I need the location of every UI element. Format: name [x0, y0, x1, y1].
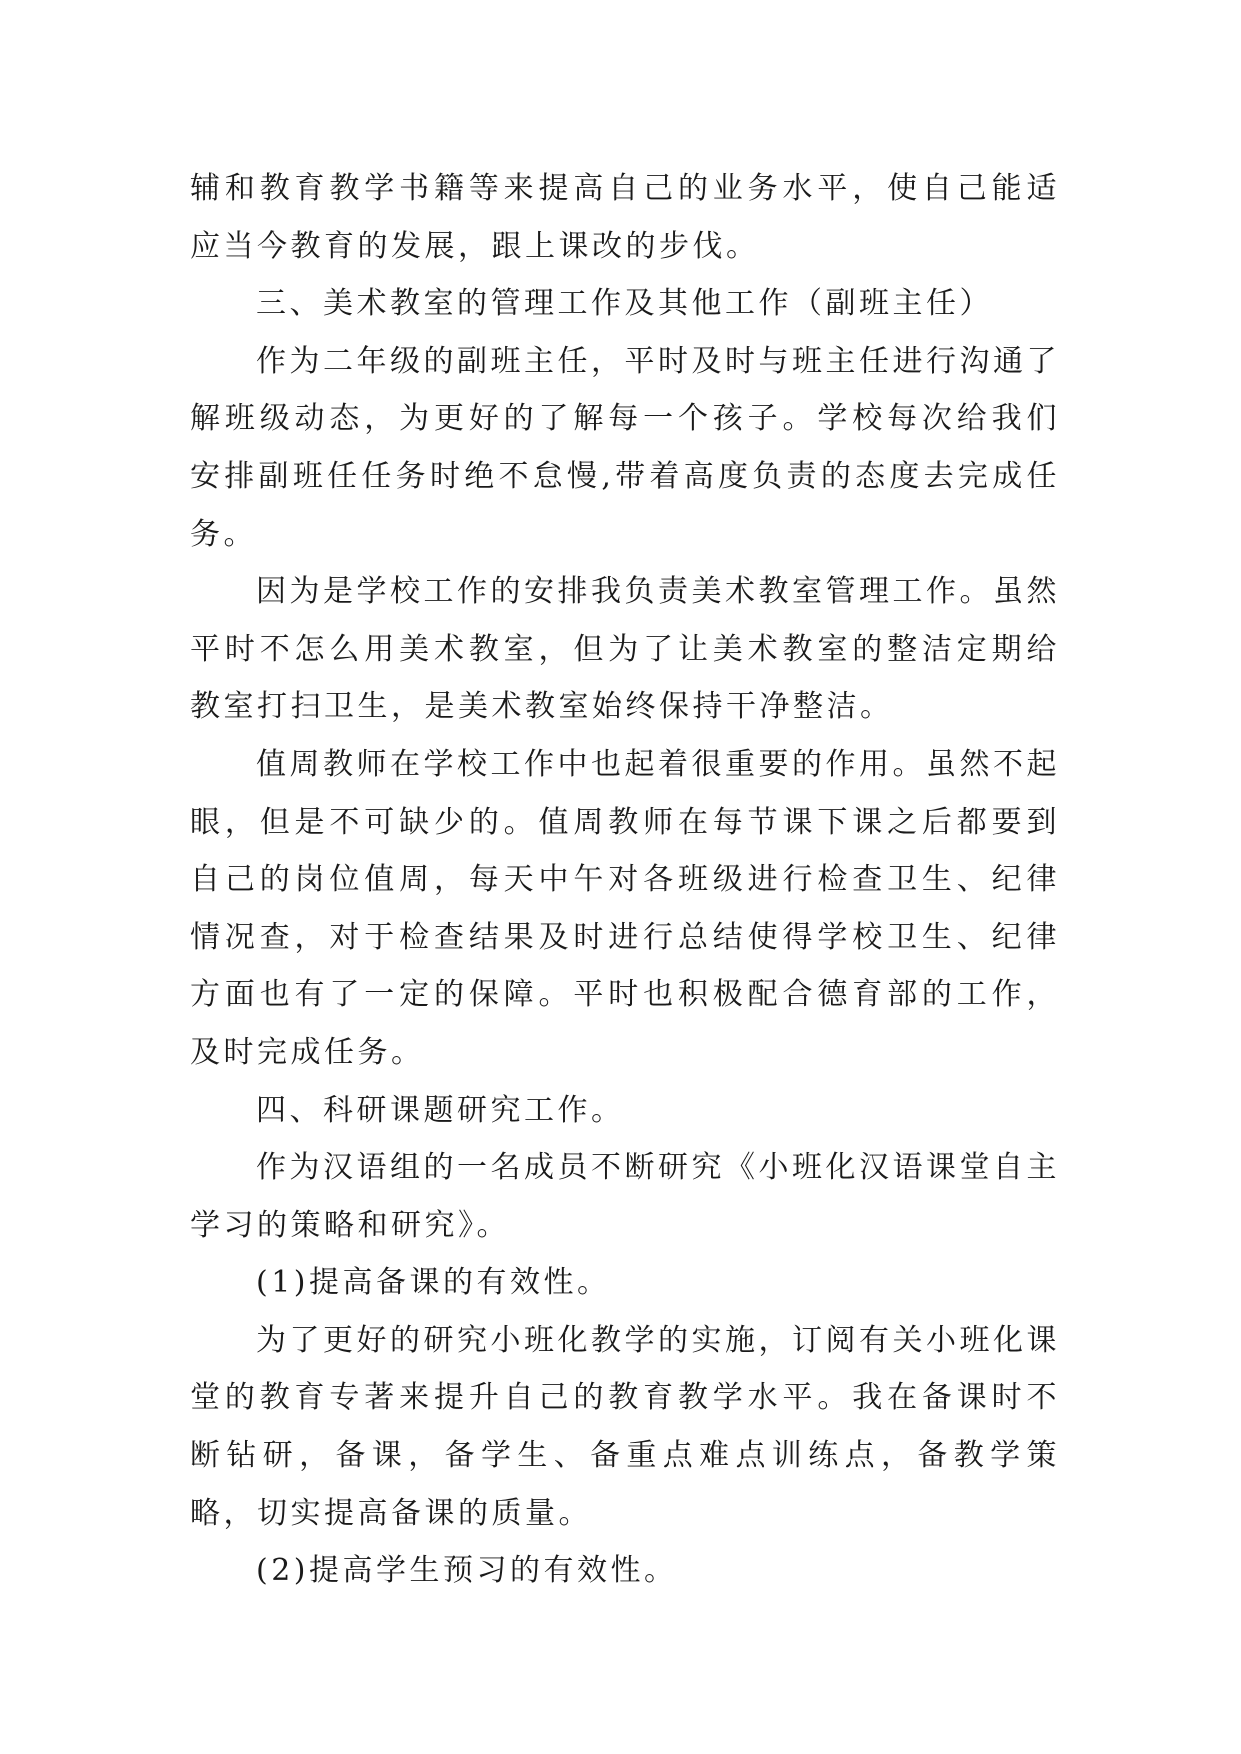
- subheading-1: (1)提高备课的有效性。: [256, 1265, 611, 1301]
- section-heading-4: 四、科研课题研究工作。: [256, 1092, 625, 1128]
- paragraph-art-room: 因为是学校工作的安排我负责美术教室管理工作。虽然平时不怎么用美术教室，但为了让美术教室的整洁定期给教室打扫卫生，是美术教室始终保持干净整洁。: [190, 574, 1060, 725]
- section-heading-3: 三、美术教室的管理工作及其他工作（副班主任）: [256, 286, 993, 322]
- subheading-2: (2)提高学生预习的有效性。: [256, 1553, 678, 1589]
- paragraph-assistant-head-teacher: 作为二年级的副班主任，平时及时与班主任进行沟通了解班级动态，为更好的了解每一个孩子。学校每次给我们安排副班任任务时绝不怠慢,带着高度负责的态度去完成任务。: [190, 343, 1060, 552]
- document-body: [190, 160, 1060, 1600]
- paragraph-research-topic: 作为汉语组的一名成员不断研究《小班化汉语课堂自主学习的策略和研究》。: [190, 1150, 1060, 1243]
- paragraph-lesson-prep: 为了更好的研究小班化教学的实施，订阅有关小班化课堂的教育专著来提升自己的教育教学水平。我在备课时不断钻研，备课，备学生、备重点难点训练点，备教学策略，切实提高备课的质量。: [190, 1322, 1060, 1531]
- paragraph-continuation: 辅和教育教学书籍等来提高自己的业务水平，使自己能适应当今教育的发展，跟上课改的步伐。: [190, 171, 1060, 264]
- paragraph-duty-teacher: 值周教师在学校工作中也起着很重要的作用。虽然不起眼，但是不可缺少的。值周教师在每节课下课之后都要到自己的岗位值周，每天中午对各班级进行检查卫生、纪律情况查，对于检查结果及时进行总结使得学校卫生、纪律方面也有了一定的保障。平时也积极配合德育部的工作，及时完成任务。: [190, 746, 1060, 1070]
